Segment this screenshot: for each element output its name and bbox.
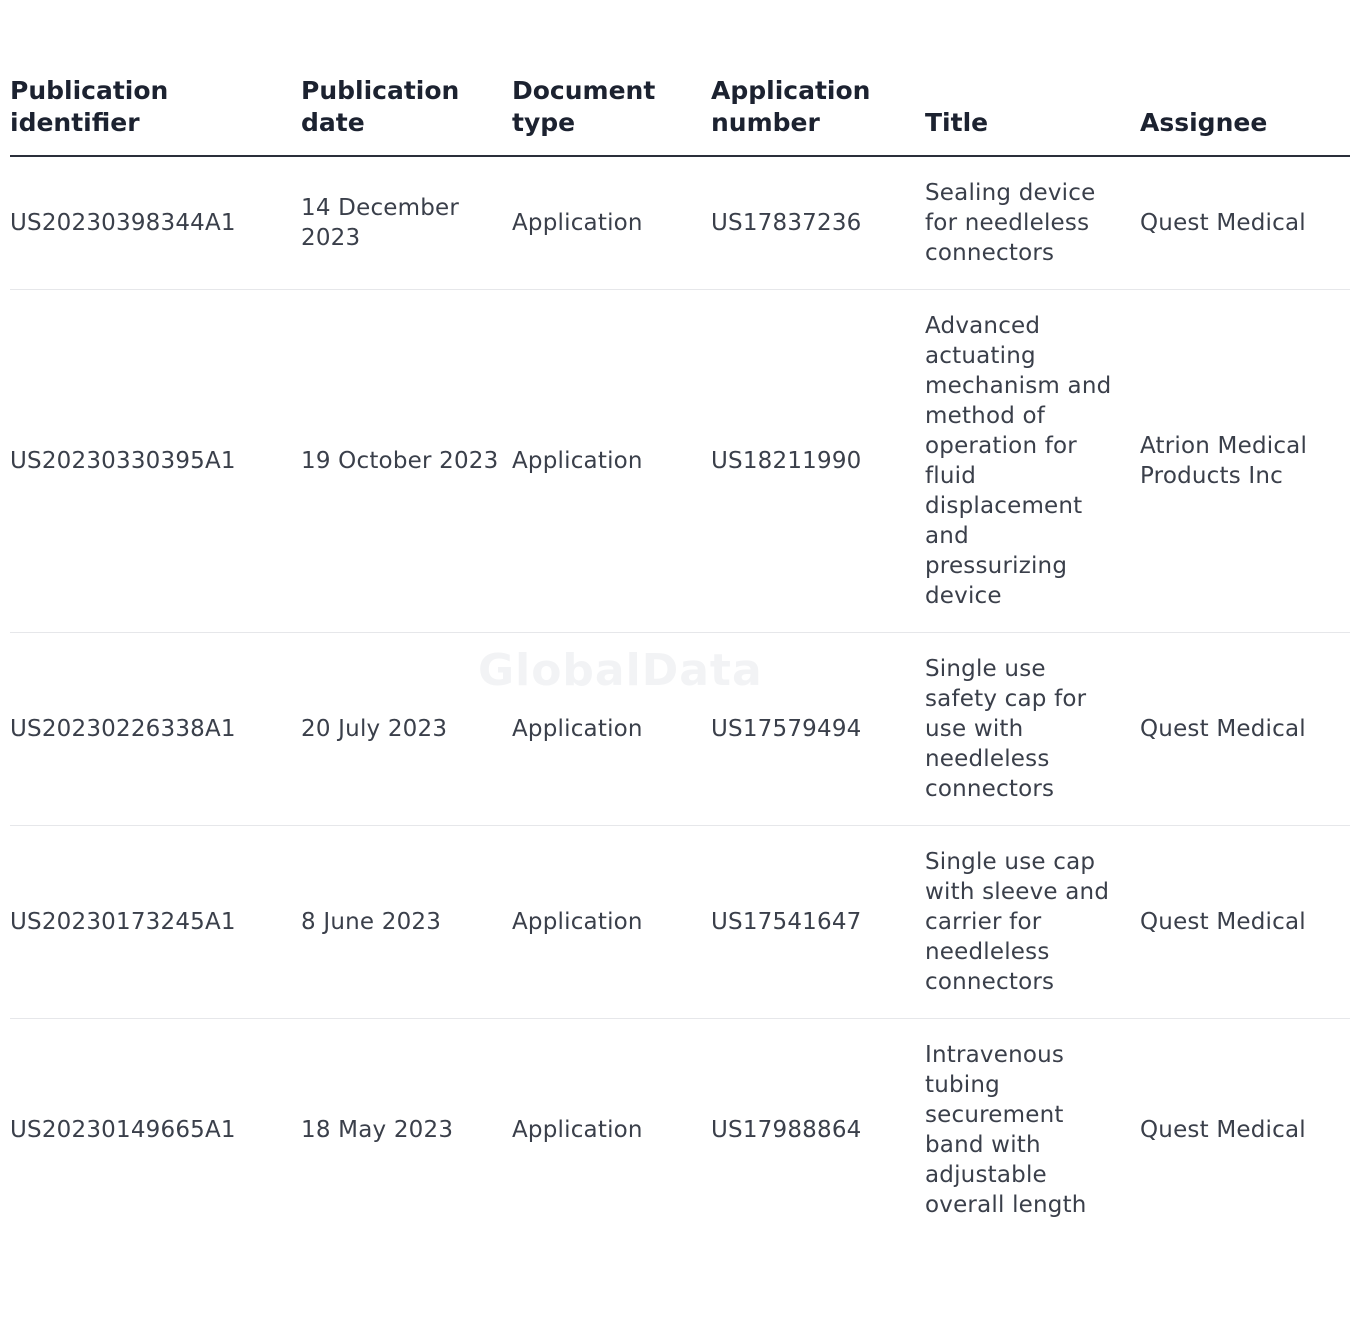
cell-publication-date: 18 May 2023 (301, 1117, 454, 1143)
header-title: Title (925, 75, 1140, 156)
cell-application-number: US17988864 (711, 1117, 862, 1143)
cell-assignee: Quest Medical (1140, 633, 1350, 826)
cell-title: Single use safety cap for use with needleless connectors (925, 633, 1140, 826)
cell-title: Advanced actuating mechanism and method of operation for fluid displacement and pressurizing device (925, 290, 1140, 633)
cell-publication-date: 19 October 2023 (301, 290, 512, 633)
table-row (10, 156, 1350, 290)
cell-document-type: Application (512, 156, 711, 290)
cell-title: Single use cap with sleeve and carrier for needleless connectors (925, 826, 1140, 1019)
cell-title: Intravenous tubing securement band with adjustable overall length (925, 1042, 1087, 1218)
cell-document-type: Application (512, 290, 711, 633)
cell-publication-identifier: US20230149665A1 (10, 1117, 236, 1143)
cell-application-number: US17579494 (711, 633, 925, 826)
cell-document-type: Application (512, 1117, 643, 1143)
cell-assignee: Quest Medical (1140, 826, 1350, 1019)
table-header (10, 75, 1350, 156)
header-publication-identifier: Publication identifier (10, 75, 301, 156)
cell-document-type: Application (512, 826, 711, 1019)
cell-publication-identifier: US20230226338A1 (10, 633, 301, 826)
cell-application-number: US18211990 (711, 290, 925, 633)
cell-assignee: Atrion Medical Products Inc (1140, 290, 1350, 633)
table-body (10, 156, 1350, 1241)
cell-publication-date: 20 July 2023 (301, 633, 512, 826)
cell-publication-date: 8 June 2023 (301, 826, 512, 1019)
cell-publication-identifier: US20230173245A1 (10, 826, 301, 1019)
table-viewport (10, 75, 1308, 1241)
cell-application-number: US17837236 (711, 156, 925, 290)
cell-title: Sealing device for needleless connectors (925, 156, 1140, 290)
cell-assignee: Quest Medical (1140, 156, 1350, 290)
header-application-number: Application number (711, 75, 925, 156)
header-row (10, 75, 1350, 156)
cell-publication-date: 14 December 2023 (301, 156, 512, 290)
header-assignee: Assignee (1140, 75, 1350, 156)
table-row (10, 826, 1350, 1019)
table-row (10, 633, 1350, 826)
cell-application-number: US17541647 (711, 826, 925, 1019)
patents-table (10, 75, 1350, 1241)
cell-assignee: Quest Medical (1140, 1117, 1306, 1143)
table-row (10, 1019, 1350, 1242)
cell-document-type: Application (512, 633, 711, 826)
cell-publication-identifier: US20230398344A1 (10, 156, 301, 290)
table-row (10, 290, 1350, 633)
watermark-logo: GlobalData (478, 645, 763, 696)
header-document-type: Document type (512, 75, 711, 156)
cell-publication-identifier: US20230330395A1 (10, 290, 301, 633)
header-publication-date: Publication date (301, 75, 512, 156)
